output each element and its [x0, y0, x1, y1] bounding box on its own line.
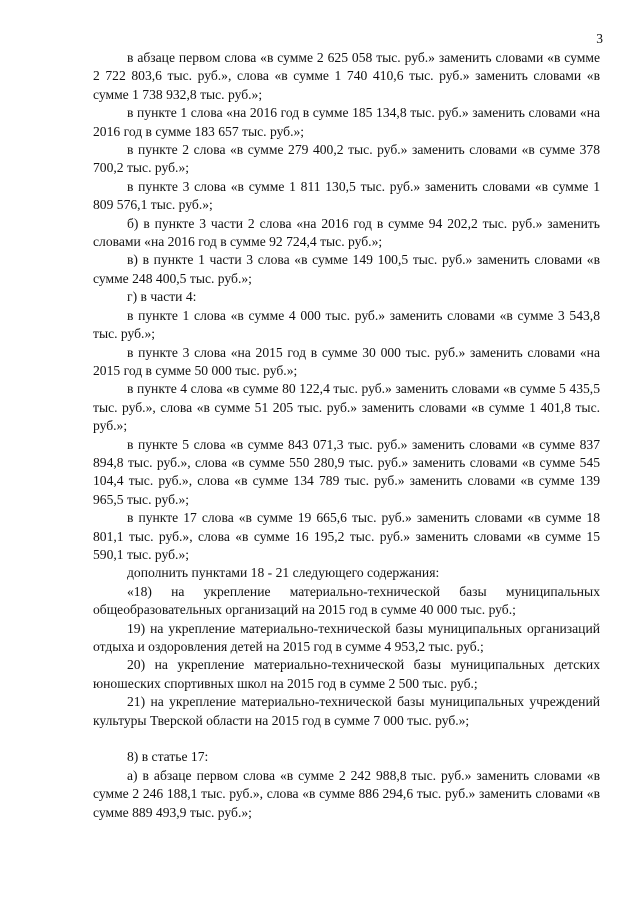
paragraph-chast-4-punkt-17: в пункте 17 слова «в сумме 19 665,6 тыс. руб.» заменить словами «в сумме 18 801,1 тыс. руб.», слова «в сумме 16 195,2 тыс. руб.» заменить словами «в сумме 15 590,1 тыс. руб.»; [93, 510, 600, 562]
paragraph-punkt-18: «18) на укрепление материально-технической базы муниципальных общеобразовательных организаций на 2015 год в сумме 40 000 тыс. руб.; [93, 583, 600, 618]
paragraph-g: г) в части 4: [127, 289, 197, 305]
paragraph-punkt-2: в пункте 2 слова «в сумме 279 400,2 тыс. руб.» заменить словами «в сумме 378 700,2 тыс. руб.»; [93, 142, 600, 176]
paragraph-v: в) в пункте 1 части 3 слова «в сумме 149 100,5 тыс. руб.» заменить словами «в сумме 248 400,5 тыс. руб.»; [93, 252, 600, 286]
paragraph-chast-4-punkt-3: в пункте 3 слова «на 2015 год в сумме 30 000 тыс. руб.» заменить словами «на 2015 год в сумме 50 000 тыс. руб.»; [93, 344, 600, 378]
page-number: 3 [596, 31, 603, 46]
paragraph-punkt-19: 19) на укрепление материально-технической базы муниципальных организаций отдыха и оздоровления детей на 2015 год в сумме 4 953,2 тыс. руб.; [93, 620, 600, 654]
paragraph-chast-4-punkt-1: в пункте 1 слова «в сумме 4 000 тыс. руб.» заменить словами «в сумме 3 543,8 тыс. руб.»; [93, 307, 600, 342]
paragraph-punkt-20: 20) на укрепление материально-технической базы муниципальных детских юношеских спортивных школ на 2015 год в сумме 2 500 тыс. руб.; [93, 657, 600, 691]
paragraph-b: б) в пункте 3 части 2 слова «на 2016 год в сумме 94 202,2 тыс. руб.» заменить словами «на 2016 год в сумме 92 724,4 тыс. руб.»; [93, 215, 600, 250]
paragraph-punkt-1: в пункте 1 слова «на 2016 год в сумме 185 134,8 тыс. руб.» заменить словами «на 2016 год в сумме 183 657 тыс. руб.»; [93, 105, 600, 139]
paragraph-chast-4-punkt-4: в пункте 4 слова «в сумме 80 122,4 тыс. руб.» заменить словами «в сумме 5 435,5 тыс. руб.», слова «в сумме 51 205 тыс. руб.» заменить словами «в сумме 1 401,8 тыс. руб.»; [93, 381, 600, 434]
paragraph-statya-17: 8) в статье 17: [127, 749, 209, 765]
document-body [93, 49, 600, 822]
paragraph-statya-17-a: а) в абзаце первом слова «в сумме 2 242 988,8 тыс. руб.» заменить словами «в сумме 2 246 188,1 тыс. руб.», слова «в сумме 886 294,6 тыс. руб.» заменить словами «в сумме 889 493,9 тыс. руб.»; [93, 767, 600, 820]
paragraph-punkt-3: в пункте 3 слова «в сумме 1 811 130,5 тыс. руб.» заменить словами «в сумме 1 809 576,1 тыс. руб.»; [93, 178, 600, 213]
paragraph-abzats-pervyj: в абзаце первом слова «в сумме 2 625 058 тыс. руб.» заменить словами «в сумме 2 722 803,6 тыс. руб.», слова «в сумме 1 740 410,6 тыс. руб.» заменить словами «в сумме 1 738 932,8 тыс. руб.»; [93, 50, 600, 102]
paragraph-chast-4-punkt-5: в пункте 5 слова «в сумме 843 071,3 тыс. руб.» заменить словами «в сумме 837 894,8 тыс. руб.», слова «в сумме 550 280,9 тыс. руб.» заменить словами «в сумме 545 104,4 тыс. руб.», слова «в сумме 134 789 тыс. руб.» заменить словами «в сумме 139 965,5 тыс. руб.»; [93, 436, 600, 507]
paragraph-punkt-21: 21) на укрепление материально-технической базы муниципальных учреждений культуры Тверской области на 2015 год в сумме 7 000 тыс. руб.»; [93, 694, 600, 728]
paragraph-dopolnit: дополнить пунктами 18 - 21 следующего содержания: [127, 565, 440, 581]
